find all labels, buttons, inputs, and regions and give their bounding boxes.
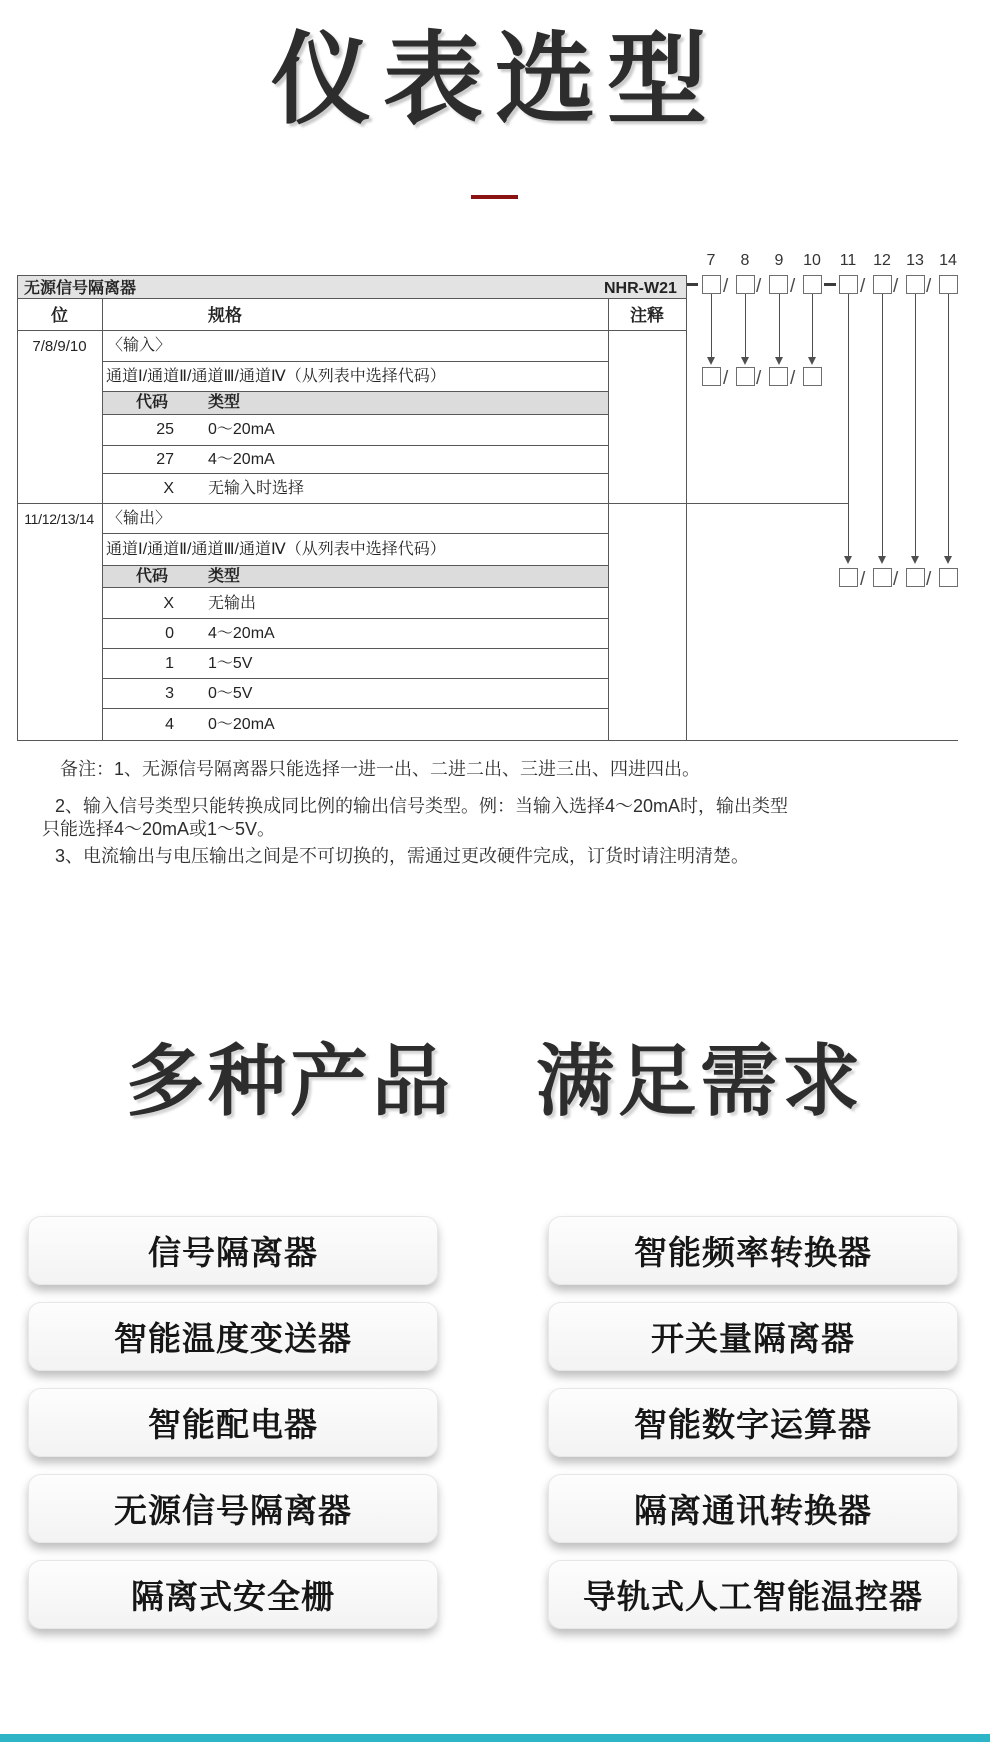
row-line bbox=[102, 414, 608, 415]
col-header-note: 注释 bbox=[630, 306, 664, 325]
slash-separator: / bbox=[723, 276, 729, 297]
slash-separator: / bbox=[926, 276, 932, 297]
product-button-smart-distributor[interactable]: 智能配电器 bbox=[28, 1388, 438, 1457]
products-heading: 多种产品 满足需求 bbox=[125, 1037, 864, 1125]
table-line-colheader bbox=[17, 330, 686, 331]
digit-label-10: 10 bbox=[803, 252, 821, 269]
row-line bbox=[102, 473, 608, 474]
note-1: 备注：1、无源信号隔离器只能选择一进一出、二进二出、三进三出、四进四出。 bbox=[60, 759, 701, 779]
input-row-code: X bbox=[163, 480, 174, 497]
arrow-line bbox=[745, 294, 746, 357]
row-line bbox=[102, 678, 608, 679]
product-button-smart-digital-calculator[interactable]: 智能数字运算器 bbox=[548, 1388, 958, 1457]
slash-separator: / bbox=[860, 276, 866, 297]
input-row-type: 0～20mA bbox=[208, 421, 275, 438]
model-code: NHR-W21 bbox=[604, 280, 677, 297]
note-3: 3、电流输出与电压输出之间是不可切换的，需通过更改硬件完成，订货时请注明清楚。 bbox=[55, 846, 750, 866]
digit-label-12: 12 bbox=[873, 252, 891, 269]
input-row-code: 25 bbox=[156, 421, 174, 438]
code-box-8 bbox=[736, 275, 755, 294]
product-button-isolated-comm-converter[interactable]: 隔离通讯转换器 bbox=[548, 1474, 958, 1543]
arrowhead-down-icon bbox=[741, 357, 749, 365]
product-button-passive-signal-isolator[interactable]: 无源信号隔离器 bbox=[28, 1474, 438, 1543]
row-line bbox=[102, 361, 608, 362]
table-border-top bbox=[17, 275, 686, 276]
page-title: 仪表选型 bbox=[271, 24, 719, 136]
output-row-type: 1～5V bbox=[208, 655, 253, 672]
output-row-type: 0～20mA bbox=[208, 716, 275, 733]
input-channel-box bbox=[803, 367, 822, 386]
row-line bbox=[102, 587, 608, 588]
product-button-smart-freq-converter[interactable]: 智能频率转换器 bbox=[548, 1216, 958, 1285]
arrowhead-down-icon bbox=[911, 556, 919, 564]
table-divider-note bbox=[608, 298, 609, 740]
output-row-code: 3 bbox=[165, 685, 174, 702]
arrow-line bbox=[948, 294, 949, 556]
note-2: 2、输入信号类型只能转换成同比例的输出信号类型。例：当输入选择4～20mA时，输出类型只能选择4～20mA或1～5V。 bbox=[42, 796, 789, 839]
product-button-switch-isolator[interactable]: 开关量隔离器 bbox=[548, 1302, 958, 1371]
arrow-line bbox=[711, 294, 712, 357]
row-line bbox=[102, 648, 608, 649]
slash-separator: / bbox=[893, 569, 899, 590]
product-button-signal-isolator[interactable]: 信号隔离器 bbox=[28, 1216, 438, 1285]
output-code-band bbox=[103, 565, 608, 587]
input-label: 〈输入〉 bbox=[107, 337, 172, 354]
output-row-code: 0 bbox=[165, 625, 174, 642]
output-row-code: X bbox=[163, 595, 174, 612]
arrow-line bbox=[812, 294, 813, 357]
col-header-spec: 规格 bbox=[208, 306, 242, 325]
row-line bbox=[102, 618, 608, 619]
digit-label-13: 13 bbox=[906, 252, 924, 269]
row-line bbox=[102, 445, 608, 446]
output-code-header: 代码 bbox=[136, 568, 169, 585]
input-channel-box bbox=[702, 367, 721, 386]
arrowhead-down-icon bbox=[775, 357, 783, 365]
digit-label-9: 9 bbox=[774, 252, 784, 269]
input-code-band bbox=[103, 391, 608, 414]
code-box-13 bbox=[906, 275, 925, 294]
arrow-line bbox=[882, 294, 883, 556]
slash-separator: / bbox=[723, 368, 729, 389]
output-channel-box bbox=[839, 568, 858, 587]
product-name: 无源信号隔离器 bbox=[24, 280, 137, 297]
code-box-11 bbox=[839, 275, 858, 294]
arrowhead-down-icon bbox=[707, 357, 715, 365]
output-row-code: 1 bbox=[165, 655, 174, 672]
input-type-header: 类型 bbox=[208, 394, 241, 411]
slash-separator: / bbox=[756, 368, 762, 389]
input-code-header: 代码 bbox=[136, 394, 169, 411]
table-border-bottom bbox=[17, 740, 958, 741]
digit-label-11: 11 bbox=[839, 252, 857, 269]
slash-separator: / bbox=[790, 276, 796, 297]
input-positions: 7/8/9/10 bbox=[32, 338, 87, 355]
slash-separator: / bbox=[926, 569, 932, 590]
col-header-pos: 位 bbox=[51, 306, 68, 325]
input-row-type: 4～20mA bbox=[208, 451, 275, 468]
output-row-type: 4～20mA bbox=[208, 625, 275, 642]
output-type-header: 类型 bbox=[208, 568, 241, 585]
product-button-smart-temp-transmitter[interactable]: 智能温度变送器 bbox=[28, 1302, 438, 1371]
output-positions: 11/12/13/14 bbox=[24, 511, 94, 527]
output-channel-box bbox=[906, 568, 925, 587]
input-row-code: 27 bbox=[156, 451, 174, 468]
arrow-line bbox=[915, 294, 916, 556]
table-border-right bbox=[686, 275, 687, 741]
code-dash bbox=[824, 283, 836, 286]
output-channel-box bbox=[939, 568, 958, 587]
input-row-type: 无输入时选择 bbox=[208, 480, 305, 497]
output-row-type: 无输出 bbox=[208, 595, 257, 612]
slash-separator: / bbox=[756, 276, 762, 297]
slash-separator: / bbox=[860, 569, 866, 590]
output-channel-box bbox=[873, 568, 892, 587]
input-channel-box bbox=[736, 367, 755, 386]
row-line bbox=[102, 708, 608, 709]
arrow-line bbox=[848, 294, 849, 556]
arrowhead-down-icon bbox=[944, 556, 952, 564]
arrow-line bbox=[779, 294, 780, 357]
code-box-12 bbox=[873, 275, 892, 294]
row-line bbox=[102, 391, 608, 392]
input-channels: 通道Ⅰ/通道Ⅱ/通道Ⅲ/通道Ⅳ（从列表中选择代码） bbox=[106, 368, 446, 385]
arrowhead-down-icon bbox=[878, 556, 886, 564]
product-button-isolated-safety-barrier[interactable]: 隔离式安全栅 bbox=[28, 1560, 438, 1629]
output-row-type: 0～5V bbox=[208, 685, 253, 702]
slash-separator: / bbox=[893, 276, 899, 297]
code-box-9 bbox=[769, 275, 788, 294]
code-box-7 bbox=[702, 275, 721, 294]
table-section-divider bbox=[17, 503, 848, 504]
arrowhead-down-icon bbox=[844, 556, 852, 564]
slash-separator: / bbox=[790, 368, 796, 389]
bottom-accent-bar bbox=[0, 1734, 990, 1742]
code-box-14 bbox=[939, 275, 958, 294]
product-button-rail-ai-temp-controller[interactable]: 导轨式人工智能温控器 bbox=[548, 1560, 958, 1629]
arrowhead-down-icon bbox=[808, 357, 816, 365]
digit-label-8: 8 bbox=[740, 252, 750, 269]
digit-label-7: 7 bbox=[706, 252, 716, 269]
output-label: 〈输出〉 bbox=[107, 510, 172, 527]
output-channels: 通道Ⅰ/通道Ⅱ/通道Ⅲ/通道Ⅳ（从列表中选择代码） bbox=[106, 541, 446, 558]
row-line bbox=[102, 565, 608, 566]
row-line bbox=[102, 533, 608, 534]
code-box-10 bbox=[803, 275, 822, 294]
code-dash bbox=[687, 283, 698, 286]
output-row-code: 4 bbox=[165, 716, 174, 733]
red-divider bbox=[471, 195, 518, 199]
input-channel-box bbox=[769, 367, 788, 386]
digit-label-14: 14 bbox=[939, 252, 957, 269]
